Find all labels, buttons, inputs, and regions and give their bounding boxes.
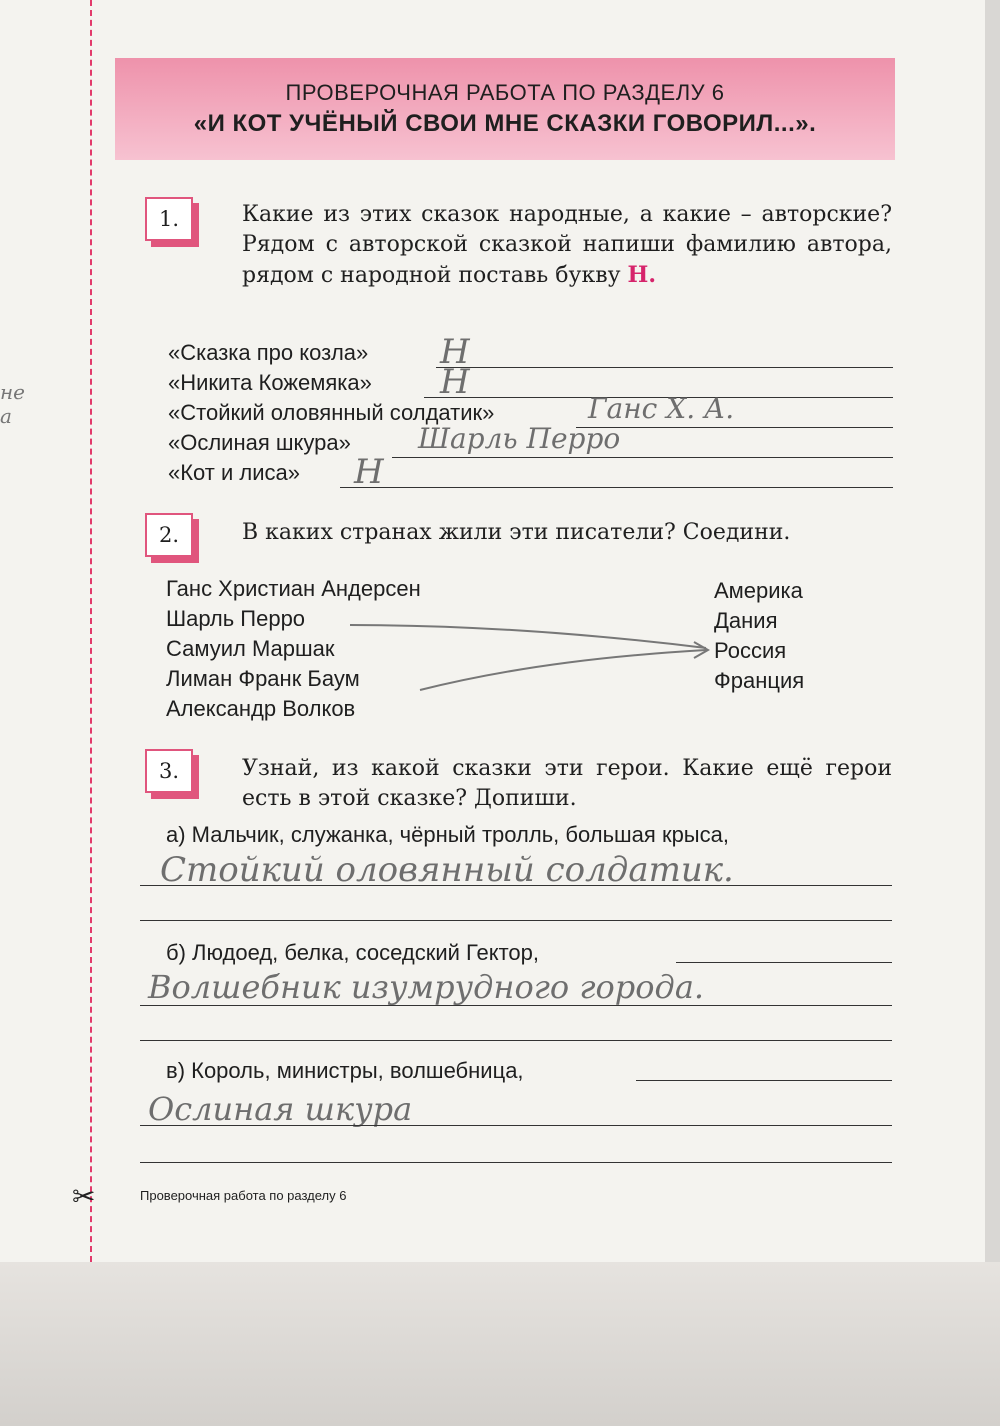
task3-prompt-a: а) Мальчик, служанка, чёрный тролль, большая крыса, (166, 822, 729, 847)
answer-line[interactable] (140, 920, 892, 921)
answer-line[interactable] (140, 1040, 892, 1041)
answer-line[interactable] (140, 1125, 892, 1126)
writer-name[interactable]: Самуил Маршак (166, 636, 335, 661)
task1-item-answer: Н (440, 362, 470, 402)
task1-item-title: «Ослиная шкура» (168, 430, 351, 455)
task1-item-title: «Кот и лиса» (168, 460, 300, 485)
writer-name[interactable]: Ганс Христиан Андерсен (166, 576, 421, 601)
answer-line[interactable] (636, 1080, 892, 1081)
task3-answer-a: Стойкий оловянный солдатик. (160, 850, 734, 890)
task2-number: 2. (145, 513, 193, 557)
answer-line[interactable] (140, 1162, 892, 1163)
task3-number: 3. (145, 749, 193, 793)
task1-text: Какие из этих сказок народные, а какие – авторские? Рядом с авторской сказкой напиши фамилию автора, рядом с народной поставь букву (242, 202, 892, 288)
task3-answer-b: Волшебник изумрудного города. (148, 968, 705, 1006)
writer-name[interactable]: Лиман Франк Баум (166, 666, 360, 691)
task3-prompt-c: в) Король, министры, волшебница, (166, 1058, 524, 1083)
task1-number: 1. (145, 197, 193, 241)
writer-name[interactable]: Шарль Перро (166, 606, 306, 631)
answer-line[interactable] (140, 885, 892, 886)
country-name[interactable]: Франция (714, 668, 805, 693)
task2-question: В каких странах жили эти писатели? Соедини. (242, 520, 791, 545)
country-name[interactable]: Дания (714, 608, 778, 633)
task1-item-answer: Ганс Х. А. (588, 392, 735, 425)
task3-answer-c: Ослиная шкура (148, 1090, 413, 1128)
task1-item-answer: Н (440, 332, 470, 372)
writer-name[interactable]: Александр Волков (166, 696, 356, 721)
margin-note: не а (0, 380, 26, 428)
task3-question: Узнай, из какой сказки эти герои. Какие ещё герои есть в этой сказке? Допиши. (242, 756, 892, 811)
page-footer: Проверочная работа по разделу 6 (140, 1188, 347, 1203)
task1-item-answer: Шарль Перро (418, 422, 621, 455)
task1-letter: Н. (627, 262, 656, 288)
scissors-icon: ✂ (72, 1181, 96, 1212)
connection-line (420, 650, 706, 690)
answer-line[interactable] (140, 1005, 892, 1006)
header-title: ПРОВЕРОЧНАЯ РАБОТА ПО РАЗДЕЛУ 6 (285, 80, 725, 105)
task1-item-title: «Никита Кожемяка» (168, 370, 372, 395)
header-subtitle: «И КОТ УЧЁНЫЙ СВОИ МНЕ СКАЗКИ ГОВОРИЛ...». (193, 110, 817, 137)
task3-prompt-b: б) Людоед, белка, соседский Гектор, (166, 940, 539, 965)
task1-item-title: «Стойкий оловянный солдатик» (168, 400, 495, 425)
task1-item-title: «Сказка про козла» (168, 340, 369, 365)
answer-line[interactable] (676, 962, 892, 963)
country-name[interactable]: Россия (714, 638, 787, 663)
country-name[interactable]: Америка (714, 578, 803, 603)
task1-item-answer: Н (354, 452, 384, 492)
connection-line (350, 625, 706, 648)
